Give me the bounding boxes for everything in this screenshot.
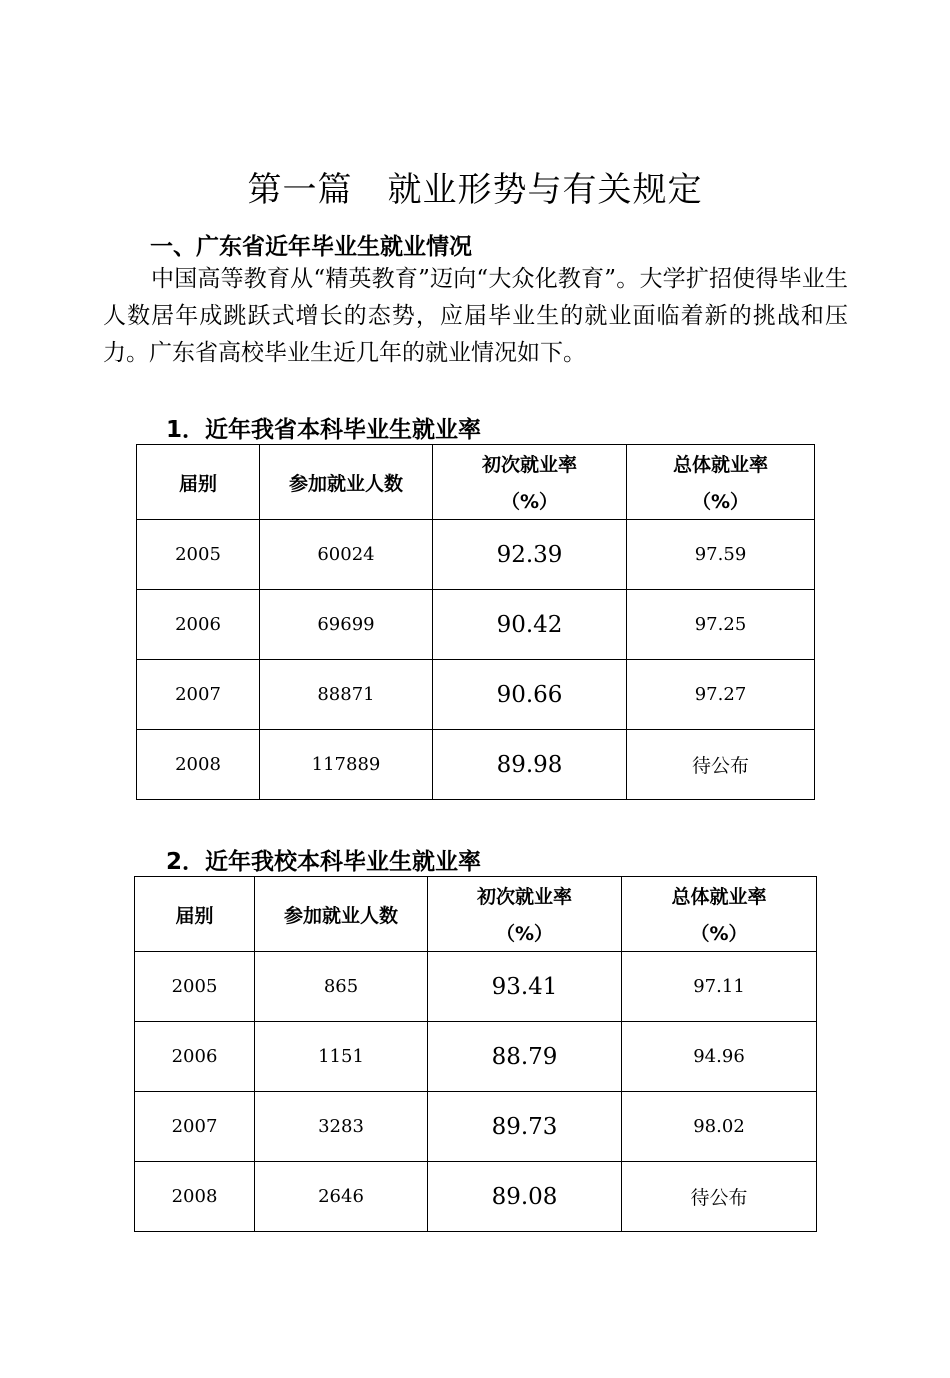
cell-year: 2006 xyxy=(135,1022,255,1092)
header-initial-rate: 初次就业率 （%） xyxy=(428,877,622,952)
header-initial-rate: 初次就业率 （%） xyxy=(433,445,627,520)
header-participants: 参加就业人数 xyxy=(260,445,433,520)
intro-paragraph: 中国高等教育从“精英教育”迈向“大众化教育”。大学扩招使得毕业生人数居年成跳跃式增长的态势，应届毕业生的就业面临着新的挑战和压力。广东省高校毕业生近几年的就业情况如下。 xyxy=(103,266,848,366)
table-header-row xyxy=(137,445,815,520)
cell-initial-rate: 90.42 xyxy=(433,590,627,660)
header-overall-rate: 总体就业率 （%） xyxy=(627,445,815,520)
cell-overall-rate: 97.25 xyxy=(627,590,815,660)
table-caption-province: 1．近年我省本科毕业生就业率 xyxy=(166,417,482,443)
table-row xyxy=(135,1022,817,1092)
cell-year: 2008 xyxy=(135,1162,255,1232)
cell-participants: 2646 xyxy=(255,1162,428,1232)
cell-participants: 1151 xyxy=(255,1022,428,1092)
table-caption-school: 2．近年我校本科毕业生就业率 xyxy=(166,849,482,875)
table-header-row xyxy=(135,877,817,952)
cell-initial-rate: 89.08 xyxy=(428,1162,622,1232)
table-row xyxy=(135,1092,817,1162)
cell-overall-rate: 97.11 xyxy=(622,952,817,1022)
cell-participants: 60024 xyxy=(260,520,433,590)
table-row xyxy=(137,730,815,800)
table-row xyxy=(135,1162,817,1232)
cell-overall-rate: 98.02 xyxy=(622,1092,817,1162)
cell-year: 2007 xyxy=(137,660,260,730)
cell-initial-rate: 93.41 xyxy=(428,952,622,1022)
header-year: 届别 xyxy=(137,445,260,520)
table-row xyxy=(137,660,815,730)
cell-year: 2007 xyxy=(135,1092,255,1162)
cell-participants: 865 xyxy=(255,952,428,1022)
cell-participants: 69699 xyxy=(260,590,433,660)
cell-participants: 117889 xyxy=(260,730,433,800)
header-participants: 参加就业人数 xyxy=(255,877,428,952)
table-row xyxy=(137,520,815,590)
header-overall-rate: 总体就业率 （%） xyxy=(622,877,817,952)
cell-overall-rate: 97.27 xyxy=(627,660,815,730)
cell-year: 2008 xyxy=(137,730,260,800)
cell-overall-rate: 待公布 xyxy=(622,1162,817,1232)
section-heading: 一、广东省近年毕业生就业情况 xyxy=(150,234,472,260)
province-employment-table xyxy=(136,444,815,800)
cell-initial-rate: 88.79 xyxy=(428,1022,622,1092)
cell-initial-rate: 90.66 xyxy=(433,660,627,730)
cell-initial-rate: 89.98 xyxy=(433,730,627,800)
cell-overall-rate: 待公布 xyxy=(627,730,815,800)
table-row xyxy=(137,590,815,660)
cell-year: 2006 xyxy=(137,590,260,660)
cell-year: 2005 xyxy=(137,520,260,590)
cell-year: 2005 xyxy=(135,952,255,1022)
cell-overall-rate: 97.59 xyxy=(627,520,815,590)
cell-participants: 88871 xyxy=(260,660,433,730)
cell-participants: 3283 xyxy=(255,1092,428,1162)
table-row xyxy=(135,952,817,1022)
school-employment-table xyxy=(134,876,817,1232)
header-year: 届别 xyxy=(135,877,255,952)
cell-overall-rate: 94.96 xyxy=(622,1022,817,1092)
page-title: 第一篇 就业形势与有关规定 xyxy=(247,170,703,210)
cell-initial-rate: 89.73 xyxy=(428,1092,622,1162)
cell-initial-rate: 92.39 xyxy=(433,520,627,590)
